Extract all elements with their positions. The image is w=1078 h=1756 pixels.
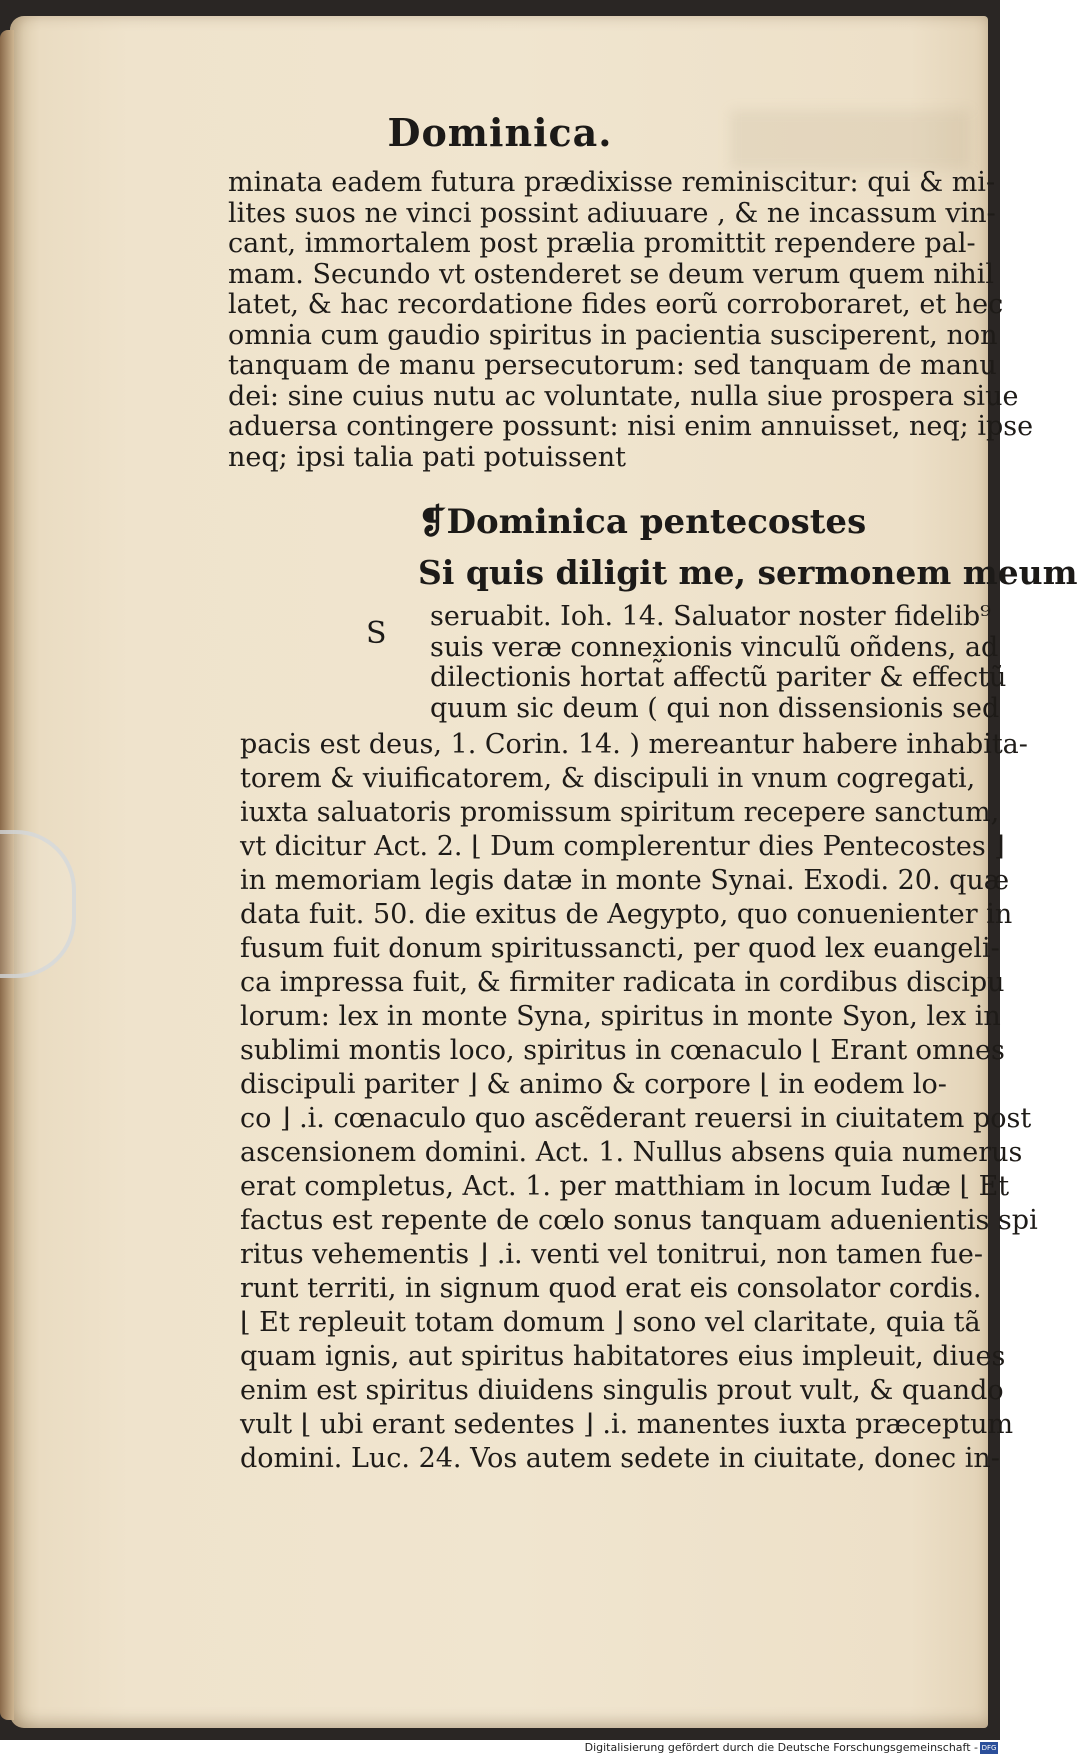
text-line: lites suos ne vinci possint adiuuare , & ne incassum vin-: [228, 197, 996, 229]
text-line: dei: sine cuius nutu ac voluntate, nulla siue prospera siue: [228, 380, 1019, 412]
text-line: torem & viuificatorem, & discipuli in vnum cogregati,: [240, 763, 976, 794]
indented-paragraph: [430, 601, 1007, 724]
text-line: aduersa contingere possunt: nisi enim annuisset, neq; ipse: [228, 411, 1034, 442]
main-paragraph: [240, 728, 1038, 1476]
text-line: ca impressa fuit, & firmiter radicata in cordibus discipu: [240, 967, 1005, 998]
text-line: fusum fuit donum spiritussancti, per quod lex euangeli-: [240, 933, 1000, 964]
text-line: domini. Luc. 24. Vos autem sedete in ciuitate, donec in-: [240, 1443, 1000, 1474]
text-line: latet, & hac recordatione fides eorũ corroboraret, et hec: [228, 289, 1004, 320]
text-line: quam ignis, aut spiritus habitatores eius impleuit, diues: [240, 1341, 1006, 1372]
text-line: in memoriam legis datæ in monte Synai. Exodi. 20. quæ: [240, 865, 1010, 896]
text-line: pacis est deus, 1. Corin. 14. ) mereantur habere inhabita-: [240, 729, 1028, 760]
text-line: factus est repente de cœlo sonus tanquam aduenientis spi: [240, 1205, 1038, 1236]
text-line: quum sic deum ( qui non dissensionis sed: [430, 692, 1000, 724]
text-line: lorum: lex in monte Syna, spiritus in monte Syon, lex in: [240, 1001, 1001, 1032]
text-line: ⌊ Et repleuit totam domum ⌋ sono vel claritate, quia tã: [240, 1307, 981, 1338]
text-line: enim est spiritus diuidens singulis prout vult, & quando: [240, 1375, 1004, 1406]
text-line: dilectionis hortat̃ affectũ pariter & effectũ: [430, 662, 1007, 693]
text-line: vult ⌊ ubi erant sedentes ⌋ .i. manentes iuxta præceptum: [240, 1409, 1014, 1440]
text-line: co ⌋ .i. cœnaculo quo ascẽderant reuersi in ciuitatem post: [240, 1103, 1032, 1134]
text-line: omnia cum gaudio spiritus in pacientia susciperent, non: [228, 319, 998, 351]
text-line: runt territi, in signum quod erat eis consolator cordis.: [240, 1273, 982, 1304]
text-line: suis veræ connexionis vinculũ oñdens, ad: [430, 631, 999, 663]
text-line: minata eadem futura prædixisse reminiscitur: qui & mi-: [228, 167, 996, 198]
text-line: cant, immortalem post prælia promittit rependere pal-: [228, 228, 976, 259]
footer-credit: Digitalisierung gefördert durch die Deutsche Forschungsgemeinschaft -: [584, 1741, 978, 1754]
text-line: ascensionem domini. Act. 1. Nullus absens quia numerus: [240, 1137, 1023, 1168]
text-line: iuxta saluatoris promissum spiritum recepere sanctum,: [240, 797, 1000, 828]
text-line: ritus vehementis ⌋ .i. venti vel tonitrui, non tamen fue-: [240, 1239, 984, 1270]
text-line: discipuli pariter ⌋ & animo & corpore ⌊ in eodem lo-: [240, 1069, 947, 1100]
incipit-line: Si quis diligit me, sermonem meum: [418, 553, 1078, 592]
text-line: seruabit. Ioh. 14. Saluator noster fidelib⁹: [430, 601, 991, 632]
text-line: mam. Secundo vt ostenderet se deum verum quem nihil: [228, 258, 995, 290]
text-line: erat completus, Act. 1. per matthiam in locum Iudæ ⌊ Et: [240, 1171, 1010, 1202]
text-line: neq; ipsi talia pati potuissent: [228, 441, 627, 473]
text-line: sublimi montis loco, spiritus in cœnaculo ⌊ Erant omnes: [240, 1035, 1005, 1066]
digitization-footer: [0, 1740, 1000, 1756]
running-header: Dominica.: [387, 110, 613, 155]
text-line: tanquam de manu persecutorum: sed tanquam de manu: [228, 350, 997, 381]
initial-letter: S: [366, 616, 387, 651]
paragraph-continued: [228, 167, 1034, 473]
text-line: data fuit. 50. die exitus de Aegypto, quo conuenienter in: [240, 899, 1013, 930]
dfg-logo-icon: DFG: [981, 1744, 997, 1752]
text-line: vt dicitur Act. 2. ⌊ Dum complerentur dies Pentecostes ⌋: [240, 831, 1005, 862]
section-title: ❡Dominica pentecostes: [418, 502, 867, 542]
